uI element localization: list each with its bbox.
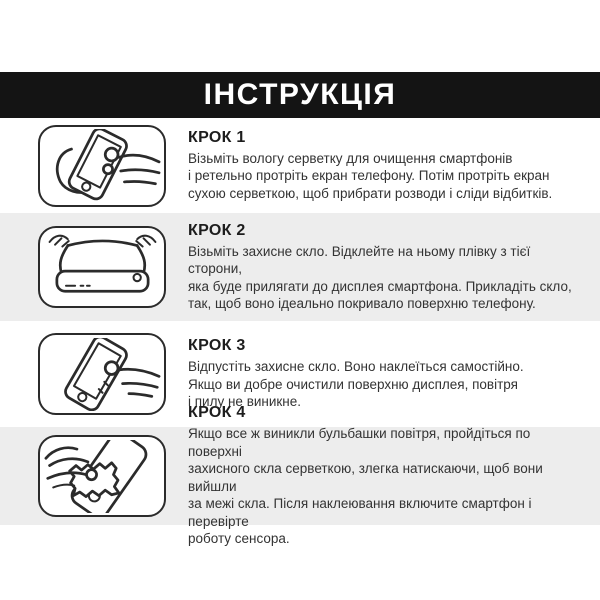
press-glass-on-phone-icon [43, 338, 162, 411]
step-2-text [188, 222, 583, 313]
wipe-phone-with-cloth-icon [43, 129, 162, 202]
step-3-illustration [38, 333, 166, 415]
step-3-description: Відпустіть захисне скло. Воно наклеїться самостійно. Якщо ви добре очистили поверхню дисплея, повітря і пилу не виникне. [188, 359, 524, 410]
step-1-illustration [38, 125, 166, 207]
step-3-label: КРОК 3 [188, 337, 246, 355]
smooth-out-bubbles-icon [43, 440, 162, 513]
top-margin [0, 0, 600, 72]
page-title: ІНСТРУКЦІЯ [203, 78, 397, 111]
step-4-text [188, 404, 583, 548]
step-3-text [188, 337, 583, 411]
step-1-text [188, 129, 583, 203]
header-bar [0, 72, 600, 118]
step-4-illustration [38, 435, 166, 517]
step-2-label: КРОК 2 [188, 221, 246, 239]
step-row-2 [0, 213, 600, 321]
apply-glass-to-phone-icon [43, 231, 162, 304]
step-2-illustration [38, 226, 166, 308]
step-4-label: КРОК 4 [188, 404, 246, 422]
step-row-4 [0, 404, 600, 547]
step-1-label: КРОК 1 [188, 128, 246, 146]
step-row-1 [0, 118, 600, 213]
steps-list [0, 118, 600, 547]
step-4-description: Якщо все ж виникли бульбашки повітря, пройдіться по поверхні захисного скла серветкою, злегка натискаючи, щоб вони вийшли за межі скла. Після наклеювання включите смартфон і перевірте роботу сенсора. [188, 426, 543, 547]
step-2-description: Візьміть захисне скло. Відклейте на ньому плівку з тієї сторони, яка буде прилягати до дисплея смартфона. Прикладіть скло, так, щоб воно ідеально покривало поверхню телефону. [188, 243, 572, 311]
step-1-description: Візьміть вологу серветку для очищення смартфонів і ретельно протріть екран телефону. Потім протріть екран сухою серветкою, щоб прибрати розводи і сліди відбитків. [188, 150, 553, 201]
